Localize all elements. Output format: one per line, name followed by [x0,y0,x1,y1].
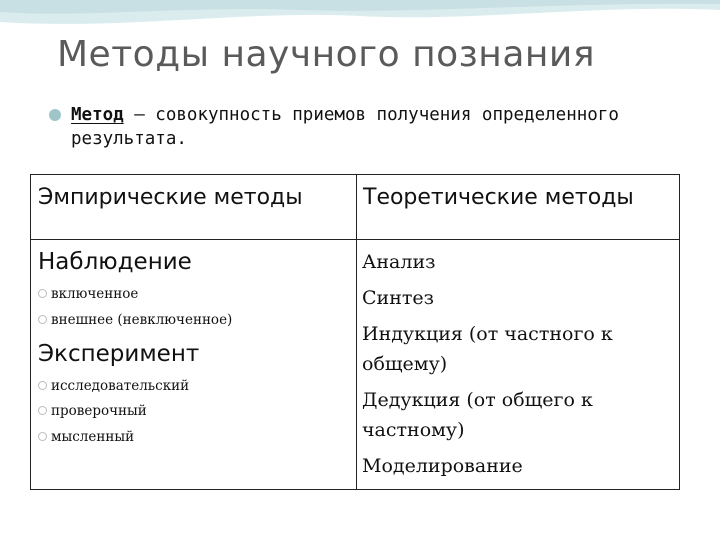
experiment-label: Эксперимент [38,341,200,367]
theoretical-method: Анализ [362,251,436,273]
theoretical-methods-list [362,247,672,487]
definition-text [71,103,689,151]
experiment-kind [51,429,134,445]
slide-title: Методы научного познания [57,34,595,75]
experiment-kind [51,378,189,394]
experiment-kind-text: мысленный [51,429,135,445]
header-divider [31,239,679,240]
sub-bullet-icon [38,432,47,441]
header-empirical: Эмпирические методы [38,185,303,210]
observation-kind-text: включенное [51,286,139,302]
sub-bullet-icon [38,406,47,415]
definition-bullet [49,103,689,151]
experiment-kind-text: проверочный [51,403,147,419]
theoretical-method: Индукция (от частного к общему) [362,323,613,375]
bullet-dot-icon [49,109,61,121]
observation-kind [51,312,232,328]
experiment-kind-text: исследовательский [51,378,190,394]
sub-bullet-icon [38,381,47,390]
sub-bullet-icon [38,315,47,324]
definition-term: Метод [71,105,124,125]
theoretical-method: Синтез [362,287,434,309]
theoretical-method: Дедукция (от общего к частному) [362,389,593,441]
methods-table [30,174,680,490]
column-divider [356,175,357,489]
observation-label: Наблюдение [38,249,192,275]
theoretical-method: Моделирование [362,455,523,477]
sub-bullet-icon [38,289,47,298]
definition-body: – совокупность приемов получения определенного результата. [71,105,619,149]
observation-kind-text: внешнее (невключенное) [51,312,233,328]
header-theoretical: Теоретические методы [363,185,634,210]
experiment-kind [51,403,147,419]
observation-kind [51,286,138,302]
